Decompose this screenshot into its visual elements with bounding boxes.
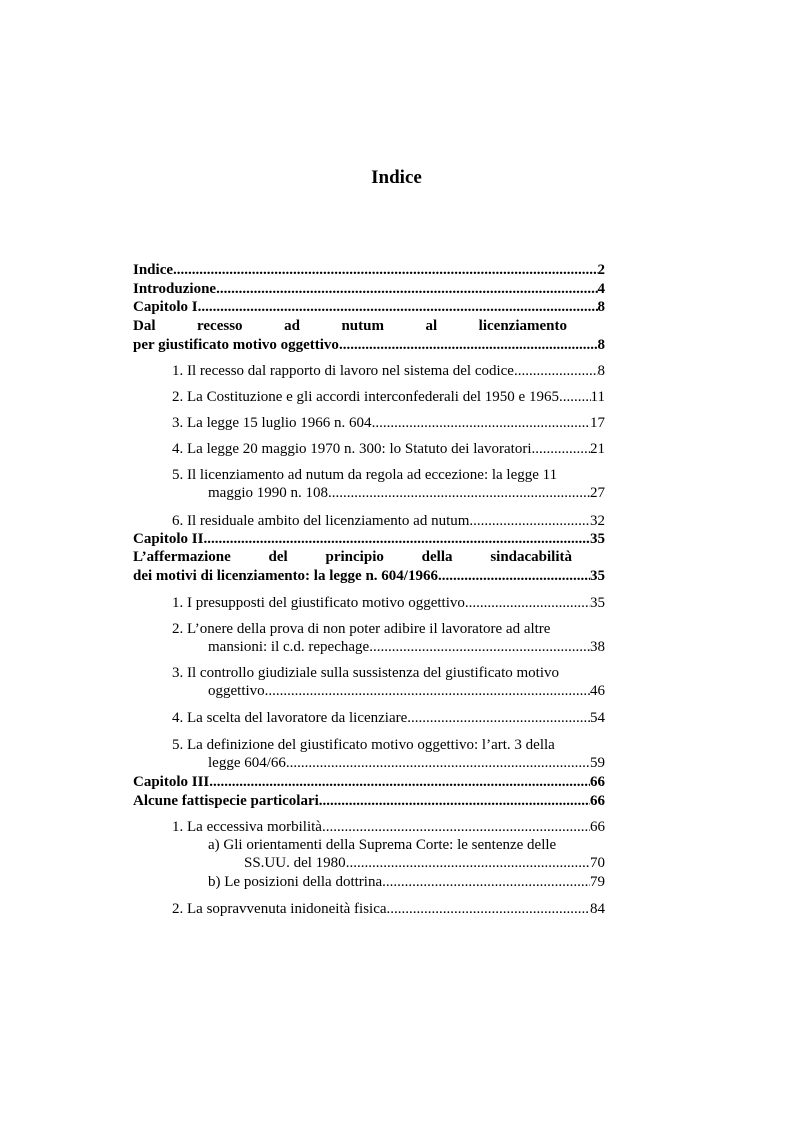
toc-entry[interactable]	[172, 818, 605, 836]
toc-label: maggio 1990 n. 108	[208, 485, 328, 501]
toc-label: oggettivo	[208, 683, 265, 699]
toc-label: 3. Il controllo giudiziale sulla sussistenza del giustificato motivo	[172, 665, 560, 681]
toc-entry-line2[interactable]	[208, 484, 605, 502]
toc-label: 5. Il licenziamento ad nutum da regola ad eccezione: la legge 11	[172, 467, 558, 483]
title-word: ad	[284, 318, 300, 334]
toc-label: Capitolo I	[133, 299, 198, 315]
toc-entry-capitolo-3[interactable]	[133, 773, 605, 791]
toc-label: 1. La eccessiva morbilità	[172, 819, 322, 835]
toc-label: dei motivi di licenziamento: la legge n. 604/1966	[133, 568, 438, 584]
toc-page: 17	[590, 415, 605, 431]
title-word: del	[268, 549, 288, 565]
toc-label: 6. Il residuale ambito del licenziamento ad nutum	[172, 513, 470, 529]
toc-label: 4. La legge 20 maggio 1970 n. 300: lo Statuto dei lavoratori	[172, 441, 532, 457]
title-word: al	[425, 318, 438, 334]
toc-page: 70	[590, 855, 605, 871]
toc-label: 2. La sopravvenuta inidoneità fisica	[172, 901, 387, 917]
toc-entry[interactable]	[172, 900, 605, 918]
toc-entry-line2[interactable]	[208, 638, 605, 656]
toc-label: 1. I presupposti del giustificato motivo oggettivo	[172, 595, 465, 611]
toc-page: 84	[590, 901, 605, 917]
toc-entry-line1[interactable]	[172, 736, 605, 754]
title-word: recesso	[197, 318, 243, 334]
page-title: Indice	[371, 167, 422, 188]
toc-entry[interactable]	[172, 440, 605, 458]
toc-entry[interactable]	[172, 362, 605, 380]
toc-page: 11	[590, 389, 605, 405]
toc-label: Capitolo II	[133, 531, 204, 547]
toc-page: 21	[590, 441, 605, 457]
toc-entry-line1[interactable]	[208, 836, 605, 854]
toc-page: 66	[590, 774, 605, 790]
toc-entry-introduzione[interactable]	[133, 280, 605, 298]
toc-label: 2. La Costituzione e gli accordi interconfederali del 1950 e 1965	[172, 389, 559, 405]
toc-label: Introduzione	[133, 281, 217, 297]
toc-entry-capitolo-2[interactable]	[133, 530, 605, 548]
toc-label: mansioni: il c.d. repechage	[208, 639, 370, 655]
title-word: licenziamento	[478, 318, 567, 334]
title-word: sindacabilità	[490, 549, 572, 565]
toc-page: 66	[590, 819, 605, 835]
toc-page: 66	[590, 793, 605, 809]
toc-page: 35	[590, 595, 605, 611]
toc-page: 38	[590, 639, 605, 655]
chapter-1-title-line1	[133, 317, 567, 335]
toc-label: legge 604/66	[208, 755, 286, 771]
toc-page: 54	[590, 710, 605, 726]
toc-entry[interactable]	[172, 594, 605, 612]
toc-entry[interactable]	[172, 388, 605, 406]
title-word: nutum	[341, 318, 384, 334]
toc-page: 59	[590, 755, 605, 771]
chapter-2-title-line1	[133, 548, 572, 566]
toc-label: Capitolo III	[133, 774, 210, 790]
toc-page: 8	[597, 299, 605, 315]
toc-entry-indice[interactable]	[133, 261, 605, 279]
toc-entry[interactable]	[172, 709, 605, 727]
toc-entry-line1[interactable]	[172, 466, 605, 484]
toc-entry-capitolo-2-title[interactable]	[133, 567, 605, 585]
toc-label: b) Le posizioni della dottrina	[208, 874, 383, 890]
toc-entry-line1[interactable]	[172, 620, 605, 638]
title-word: Dal	[133, 318, 156, 334]
toc-entry-line1[interactable]	[172, 664, 605, 682]
toc-page: 4	[597, 281, 605, 297]
toc-page: 79	[590, 874, 605, 890]
toc-entry-line2[interactable]	[208, 754, 605, 772]
title-word: L’affermazione	[133, 549, 231, 565]
toc-label: 4. La scelta del lavoratore da licenziare	[172, 710, 408, 726]
toc-entry-capitolo-1-title[interactable]	[133, 336, 605, 354]
toc-page: 35	[590, 568, 605, 584]
toc-entry[interactable]	[172, 512, 605, 530]
toc-label: Indice	[133, 262, 174, 278]
toc-page: 2	[597, 262, 605, 278]
toc-label: Alcune fattispecie particolari	[133, 793, 319, 809]
title-word: della	[421, 549, 453, 565]
toc-label: 2. L’onere della prova di non poter adibire il lavoratore ad altre	[172, 621, 551, 637]
toc-label: a) Gli orientamenti della Suprema Corte: le sentenze delle	[208, 837, 557, 853]
title-word: principio	[325, 549, 384, 565]
toc-entry-line2[interactable]	[244, 854, 605, 872]
toc-page: 32	[590, 513, 605, 529]
toc-entry[interactable]	[208, 873, 605, 891]
toc-entry[interactable]	[172, 414, 605, 432]
toc-label: 5. La definizione del giustificato motivo oggettivo: l’art. 3 della	[172, 737, 555, 753]
toc-page: 8	[597, 363, 605, 379]
toc-page: 46	[590, 683, 605, 699]
toc-label: 3. La legge 15 luglio 1966 n. 604	[172, 415, 372, 431]
toc-page: 35	[590, 531, 605, 547]
toc-entry-capitolo-3-title[interactable]	[133, 792, 605, 810]
toc-page: 8	[597, 337, 605, 353]
toc-entry-line2[interactable]	[208, 682, 605, 700]
toc-label: 1. Il recesso dal rapporto di lavoro nel sistema del codice	[172, 363, 514, 379]
toc-label: per giustificato motivo oggettivo	[133, 337, 339, 353]
toc-page: 27	[590, 485, 605, 501]
toc-label: SS.UU. del 1980	[244, 855, 346, 871]
toc-entry-capitolo-1[interactable]	[133, 298, 605, 316]
